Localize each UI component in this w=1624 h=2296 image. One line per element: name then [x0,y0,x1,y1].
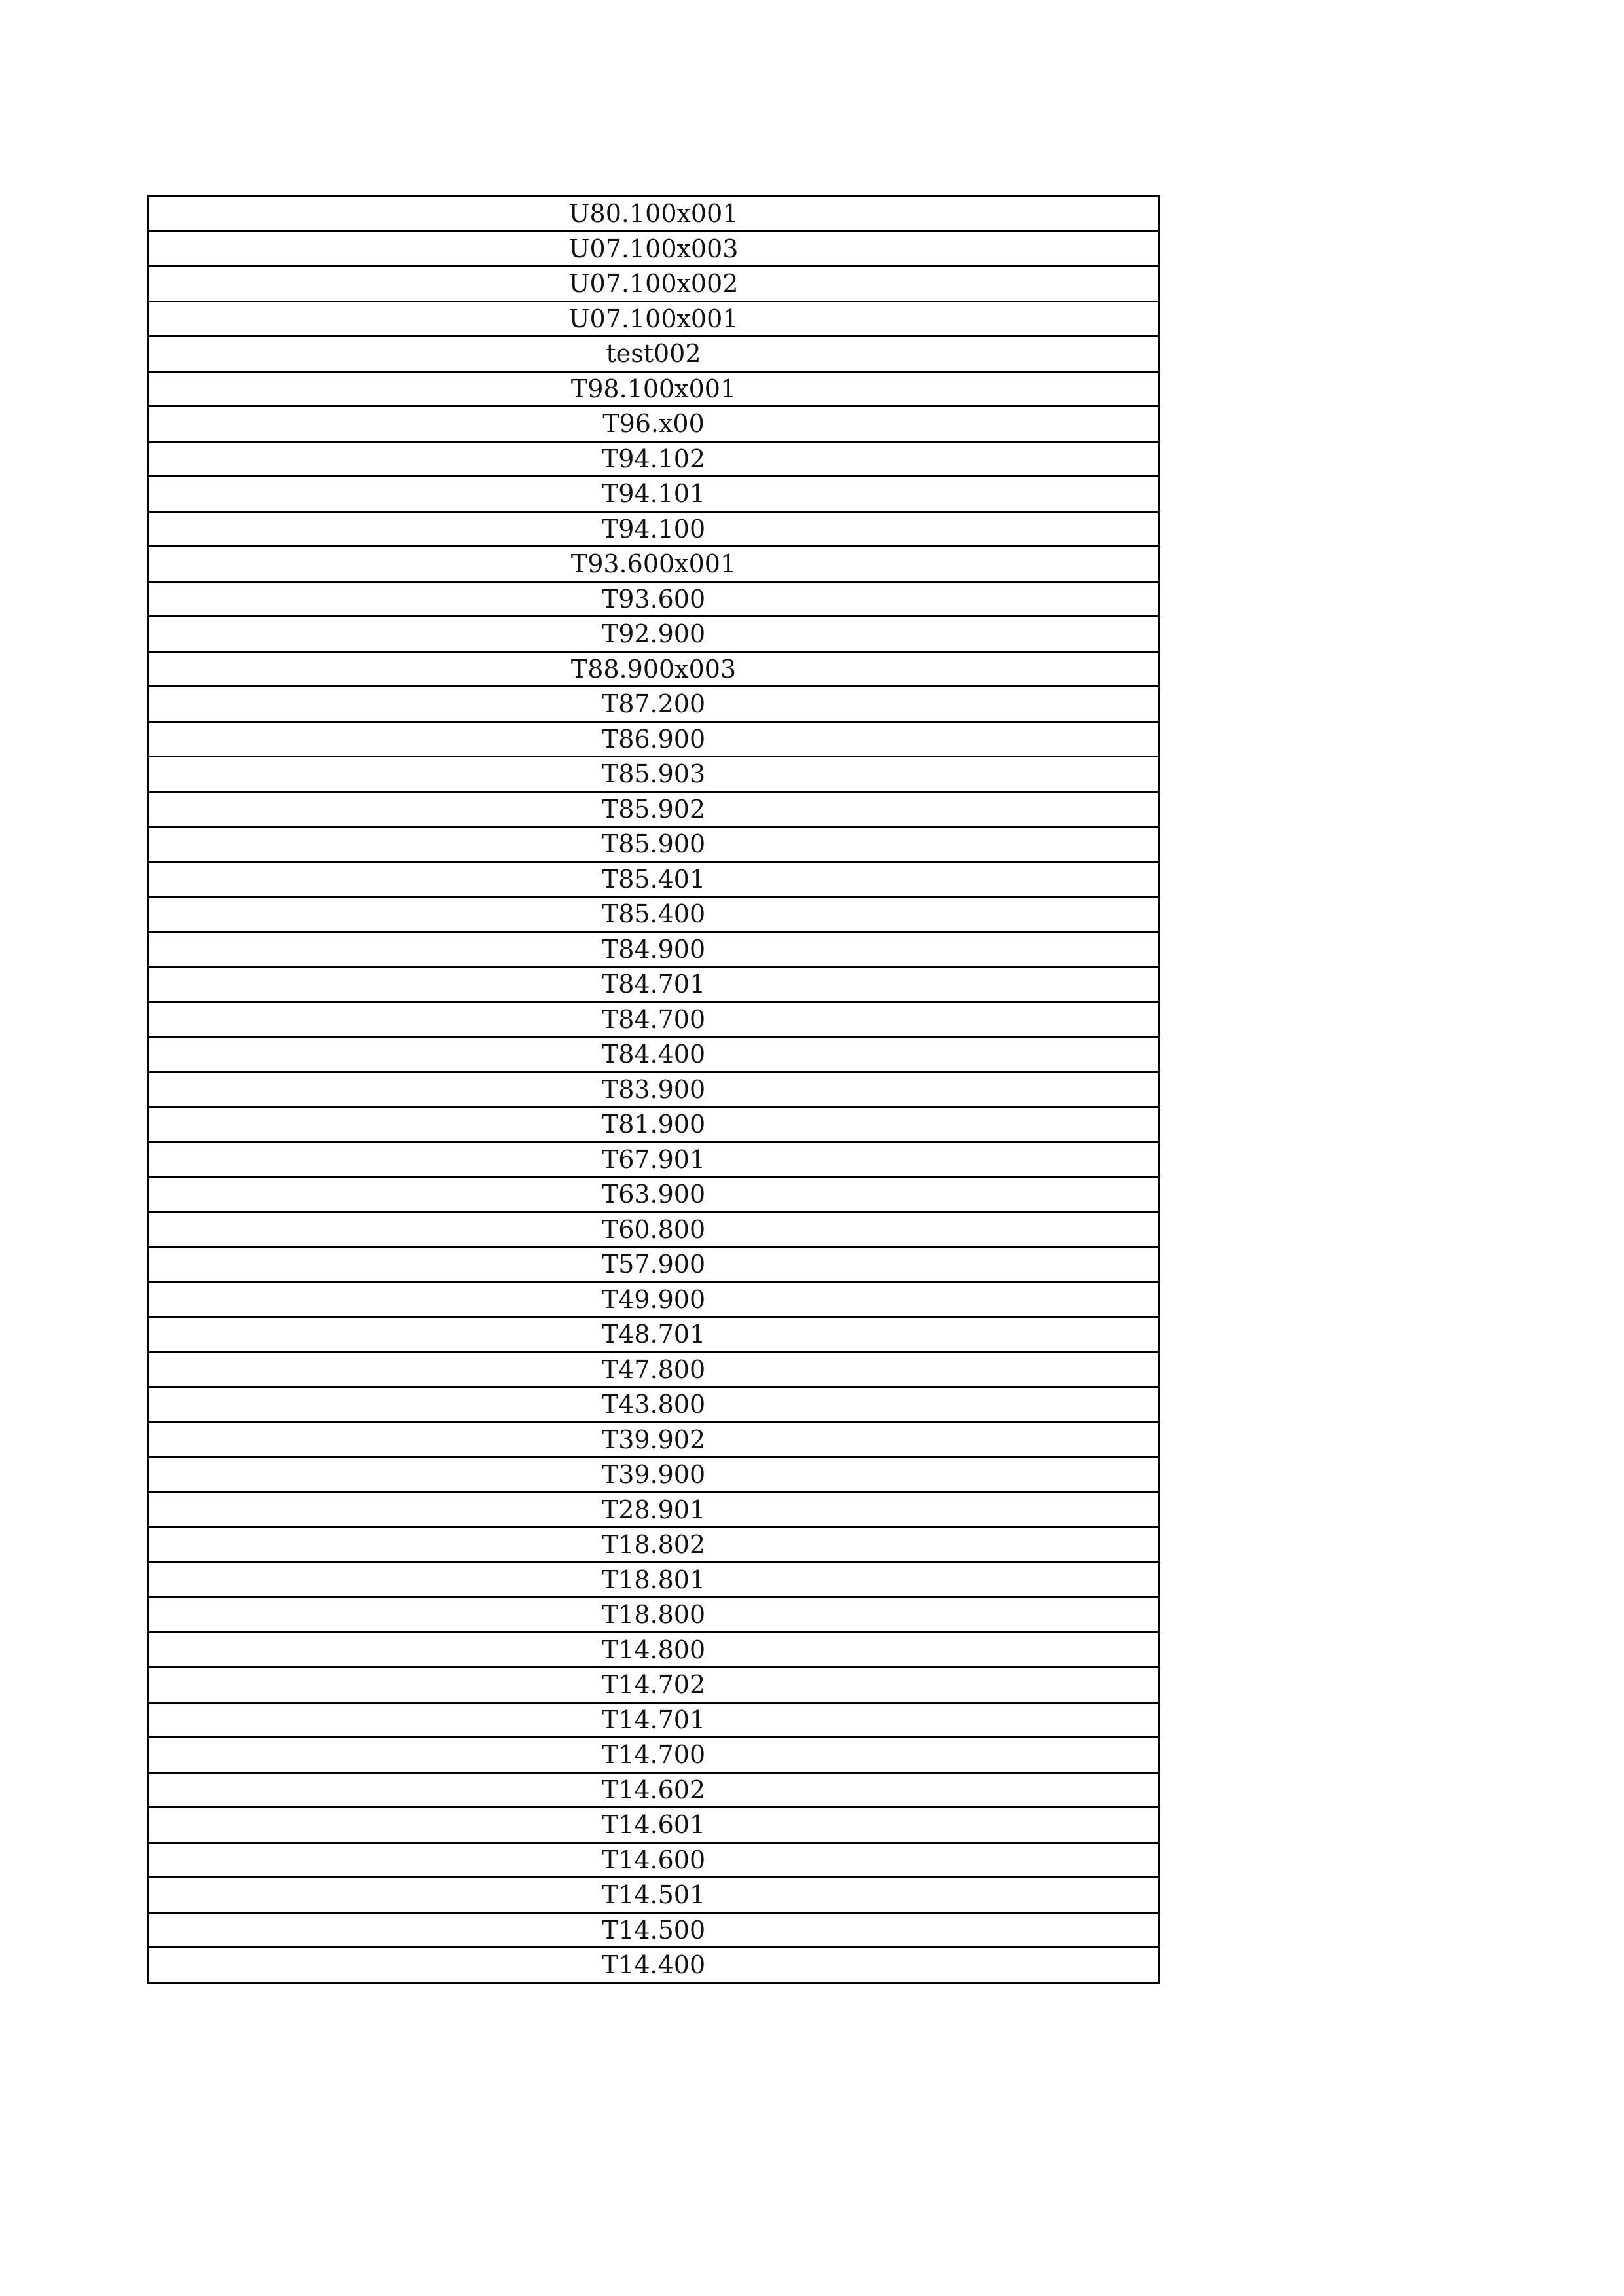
table-row [148,1212,1160,1247]
code-cell: T14.701 [148,1702,1160,1738]
table-row [148,1562,1160,1597]
code-cell: T63.900 [148,1177,1160,1212]
code-cell: T93.600 [148,581,1160,617]
code-cell: T85.900 [148,827,1160,862]
table-row [148,407,1160,442]
table-row [148,581,1160,617]
table-row [148,687,1160,722]
table-row [148,1527,1160,1563]
code-cell: T14.700 [148,1738,1160,1773]
code-cell: T85.401 [148,862,1160,897]
table-row [148,792,1160,827]
code-cell: T60.800 [148,1212,1160,1247]
code-cell: T98.100x001 [148,371,1160,407]
table-row [148,511,1160,547]
table-row [148,1037,1160,1072]
code-cell: T85.903 [148,757,1160,792]
code-cell: T14.601 [148,1808,1160,1843]
code-cell: T86.900 [148,721,1160,757]
table-row [148,1177,1160,1212]
table-row [148,371,1160,407]
table-row [148,1842,1160,1878]
table-row [148,1002,1160,1037]
code-cell: T14.800 [148,1632,1160,1667]
table-row [148,1282,1160,1317]
table-row [148,1808,1160,1843]
code-cell: T94.100 [148,511,1160,547]
code-cell: T57.900 [148,1247,1160,1283]
code-cell: T96.x00 [148,407,1160,442]
code-cell: T94.102 [148,441,1160,477]
table-row [148,1492,1160,1527]
code-cell: T14.501 [148,1878,1160,1913]
table-row [148,196,1160,232]
code-cell: T28.901 [148,1492,1160,1527]
table-row [148,1667,1160,1703]
table-row [148,1317,1160,1353]
table-row [148,231,1160,266]
code-cell: T39.902 [148,1422,1160,1457]
code-cell: T94.101 [148,477,1160,512]
table-row [148,967,1160,1002]
code-cell: T49.900 [148,1282,1160,1317]
code-cell: T14.500 [148,1912,1160,1948]
code-cell: T87.200 [148,687,1160,722]
table-row [148,827,1160,862]
table-row [148,1878,1160,1913]
code-cell: T81.900 [148,1107,1160,1142]
table-row [148,617,1160,652]
code-cell: T85.902 [148,792,1160,827]
code-cell: U07.100x002 [148,266,1160,302]
table-row [148,1772,1160,1808]
code-cell: T93.600x001 [148,547,1160,582]
table-row [148,1387,1160,1423]
table-row [148,1142,1160,1177]
code-cell: T39.900 [148,1457,1160,1493]
code-cell: T92.900 [148,617,1160,652]
code-cell: T84.400 [148,1037,1160,1072]
table-row [148,301,1160,337]
code-cell: T83.900 [148,1072,1160,1107]
code-cell: T18.800 [148,1597,1160,1633]
code-cell: T85.400 [148,897,1160,932]
code-cell: T84.701 [148,967,1160,1002]
code-cell: T43.800 [148,1387,1160,1423]
table-row [148,1738,1160,1773]
table-row [148,1912,1160,1948]
code-cell: T14.600 [148,1842,1160,1878]
table-row [148,862,1160,897]
table-row [148,1247,1160,1283]
table-row [148,757,1160,792]
table-row [148,477,1160,512]
table-row [148,1702,1160,1738]
table-row [148,1948,1160,1983]
table-row [148,547,1160,582]
code-cell: T84.700 [148,1002,1160,1037]
code-table-body [148,196,1160,1983]
code-cell: T47.800 [148,1352,1160,1387]
table-row [148,1632,1160,1667]
code-cell: T14.400 [148,1948,1160,1983]
table-row [148,897,1160,932]
code-cell: T48.701 [148,1317,1160,1353]
code-cell: T14.602 [148,1772,1160,1808]
table-row [148,1597,1160,1633]
code-cell: T18.802 [148,1527,1160,1563]
table-row [148,1072,1160,1107]
code-cell: U07.100x001 [148,301,1160,337]
table-row [148,651,1160,687]
table-row [148,1422,1160,1457]
table-row [148,266,1160,302]
table-row [148,1107,1160,1142]
table-row [148,337,1160,372]
code-cell: T88.900x003 [148,651,1160,687]
code-cell: T67.901 [148,1142,1160,1177]
code-cell: T14.702 [148,1667,1160,1703]
table-row [148,441,1160,477]
code-cell: T18.801 [148,1562,1160,1597]
code-cell: T84.900 [148,932,1160,967]
table-row [148,932,1160,967]
code-cell: U07.100x003 [148,231,1160,266]
table-row [148,1352,1160,1387]
table-row [148,721,1160,757]
code-cell: test002 [148,337,1160,372]
table-row [148,1457,1160,1493]
code-table [147,195,1160,1984]
code-cell: U80.100x001 [148,196,1160,232]
